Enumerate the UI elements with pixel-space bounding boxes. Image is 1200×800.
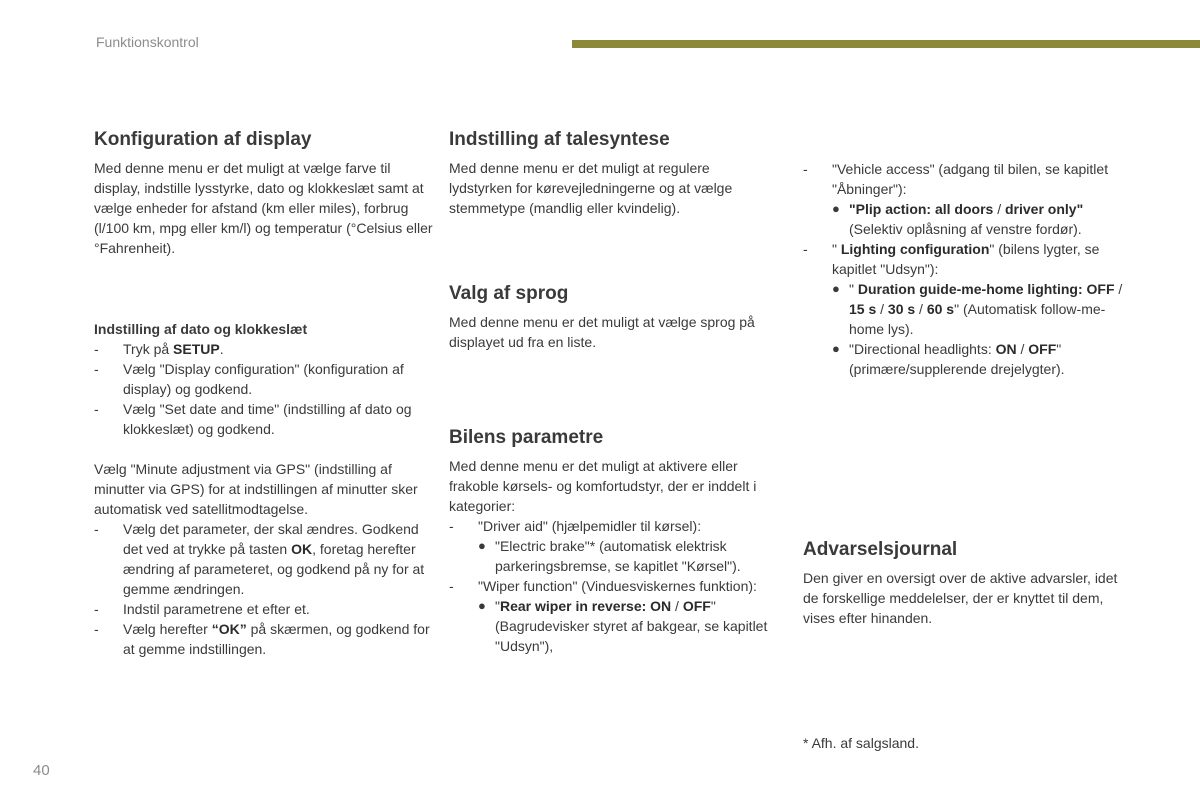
language-text: Med denne menu er det muligt at vælge sprog på displayet ud fra en liste. bbox=[449, 314, 755, 350]
gps-paragraph: Vælg "Minute adjustment via GPS" (indstilling af minutter via GPS) for at indstillingen af minutter sker automatisk ved satellitmodtagelse. bbox=[94, 461, 418, 517]
date-time-section bbox=[94, 319, 434, 659]
list-item: - " Lighting configuration" (bilens lygter, se kapitlet "Udsyn"): bbox=[803, 241, 1100, 277]
footnote: * Afh. af salgsland. bbox=[803, 735, 919, 751]
bullet-marker: ● bbox=[832, 281, 840, 296]
header-accent-bar bbox=[572, 40, 1200, 48]
list-item: - Vælg "Display configuration" (konfiguration af display) og godkend. bbox=[94, 361, 404, 397]
dash-marker: - bbox=[94, 601, 99, 617]
dash-marker: - bbox=[449, 578, 454, 594]
language-title: Valg af sprog bbox=[449, 283, 569, 304]
display-config-section bbox=[94, 128, 434, 258]
list-item: ● " Duration guide-me-home lighting: OFF / 15 s / 30 s / 60 s" (Automatisk follow-me-home lys). bbox=[832, 281, 1123, 337]
list-item: - Tryk på SETUP. bbox=[94, 341, 224, 357]
dash-marker: - bbox=[94, 521, 99, 537]
speech-text: Med denne menu er det muligt at regulere lydstyrken for kørevejledningerne og at vælge stemmetype (mandlig eller kvindelig). bbox=[449, 160, 733, 216]
vehicle-params-continued bbox=[803, 159, 1133, 379]
list-item: ● "Electric brake"* (automatisk elektrisk parkeringsbremse, se kapitlet "Kørsel"). bbox=[478, 538, 741, 574]
dash-marker: - bbox=[803, 241, 808, 257]
bullet-marker: ● bbox=[832, 341, 840, 356]
list-item: - Vælg det parameter, der skal ændres. Godkend det ved at trykke på tasten OK, foretag herefter ændring af parameteret, og godkend på ny for at gemme ændringen. bbox=[94, 521, 425, 597]
list-item: - Vælg "Set date and time" (indstilling af dato og klokkeslæt) og godkend. bbox=[94, 401, 412, 437]
page-number: 40 bbox=[33, 762, 50, 779]
warning-log-section bbox=[803, 538, 1133, 628]
dash-marker: - bbox=[803, 161, 808, 177]
bullet-marker: ● bbox=[478, 538, 486, 553]
section-header: Funktionskontrol bbox=[96, 34, 199, 50]
list-item: ● "Rear wiper in reverse: ON / OFF" (Bagrudevisker styret af bakgear, se kapitlet "Udsyn"), bbox=[478, 598, 768, 654]
speech-section bbox=[449, 128, 774, 218]
warning-log-title: Advarselsjournal bbox=[803, 539, 958, 560]
date-time-subheading: Indstilling af dato og klokkeslæt bbox=[94, 321, 308, 337]
list-item: - "Driver aid" (hjælpemidler til kørsel): bbox=[449, 518, 702, 534]
list-item: - "Wiper function" (Vinduesviskernes funktion): bbox=[449, 578, 757, 594]
vehicle-params-text: Med denne menu er det muligt at aktivere eller frakoble kørsels- og komfortudstyr, der er inddelt i kategorier: bbox=[449, 458, 757, 514]
dash-marker: - bbox=[94, 401, 99, 417]
list-item: ● "Plip action: all doors / driver only" (Selektiv oplåsning af venstre fordør). bbox=[832, 201, 1084, 237]
list-item: - Vælg herefter “OK” på skærmen, og godkend for at gemme indstillingen. bbox=[94, 621, 430, 657]
list-item: ● "Directional headlights: ON / OFF" (primære/supplerende drejelygter). bbox=[832, 341, 1065, 377]
speech-title: Indstilling af talesyntese bbox=[449, 129, 670, 150]
dash-marker: - bbox=[94, 621, 99, 637]
language-section bbox=[449, 282, 774, 352]
vehicle-params-title: Bilens parametre bbox=[449, 427, 604, 448]
list-item: - "Vehicle access" (adgang til bilen, se kapitlet "Åbninger"): bbox=[803, 161, 1109, 197]
dash-marker: - bbox=[94, 341, 99, 357]
bullet-marker: ● bbox=[478, 598, 486, 613]
dash-marker: - bbox=[94, 361, 99, 377]
display-config-intro: Med denne menu er det muligt at vælge farve til display, indstille lysstyrke, dato og klokkeslæt samt at vælge enheder for afstand (km eller miles), forbrug (l/100 km, mpg eller km/l) og temperatur (°Celsius eller °Fahrenheit). bbox=[94, 160, 433, 256]
vehicle-params-section bbox=[449, 426, 774, 656]
warning-log-text: Den giver en oversigt over de aktive advarsler, idet de forskellige meddelelser, der er knyttet til dem, vises efter hinanden. bbox=[803, 570, 1118, 626]
display-config-title: Konfiguration af display bbox=[94, 129, 312, 150]
dash-marker: - bbox=[449, 518, 454, 534]
bullet-marker: ● bbox=[832, 201, 840, 216]
list-item: - Indstil parametrene et efter et. bbox=[94, 601, 310, 617]
